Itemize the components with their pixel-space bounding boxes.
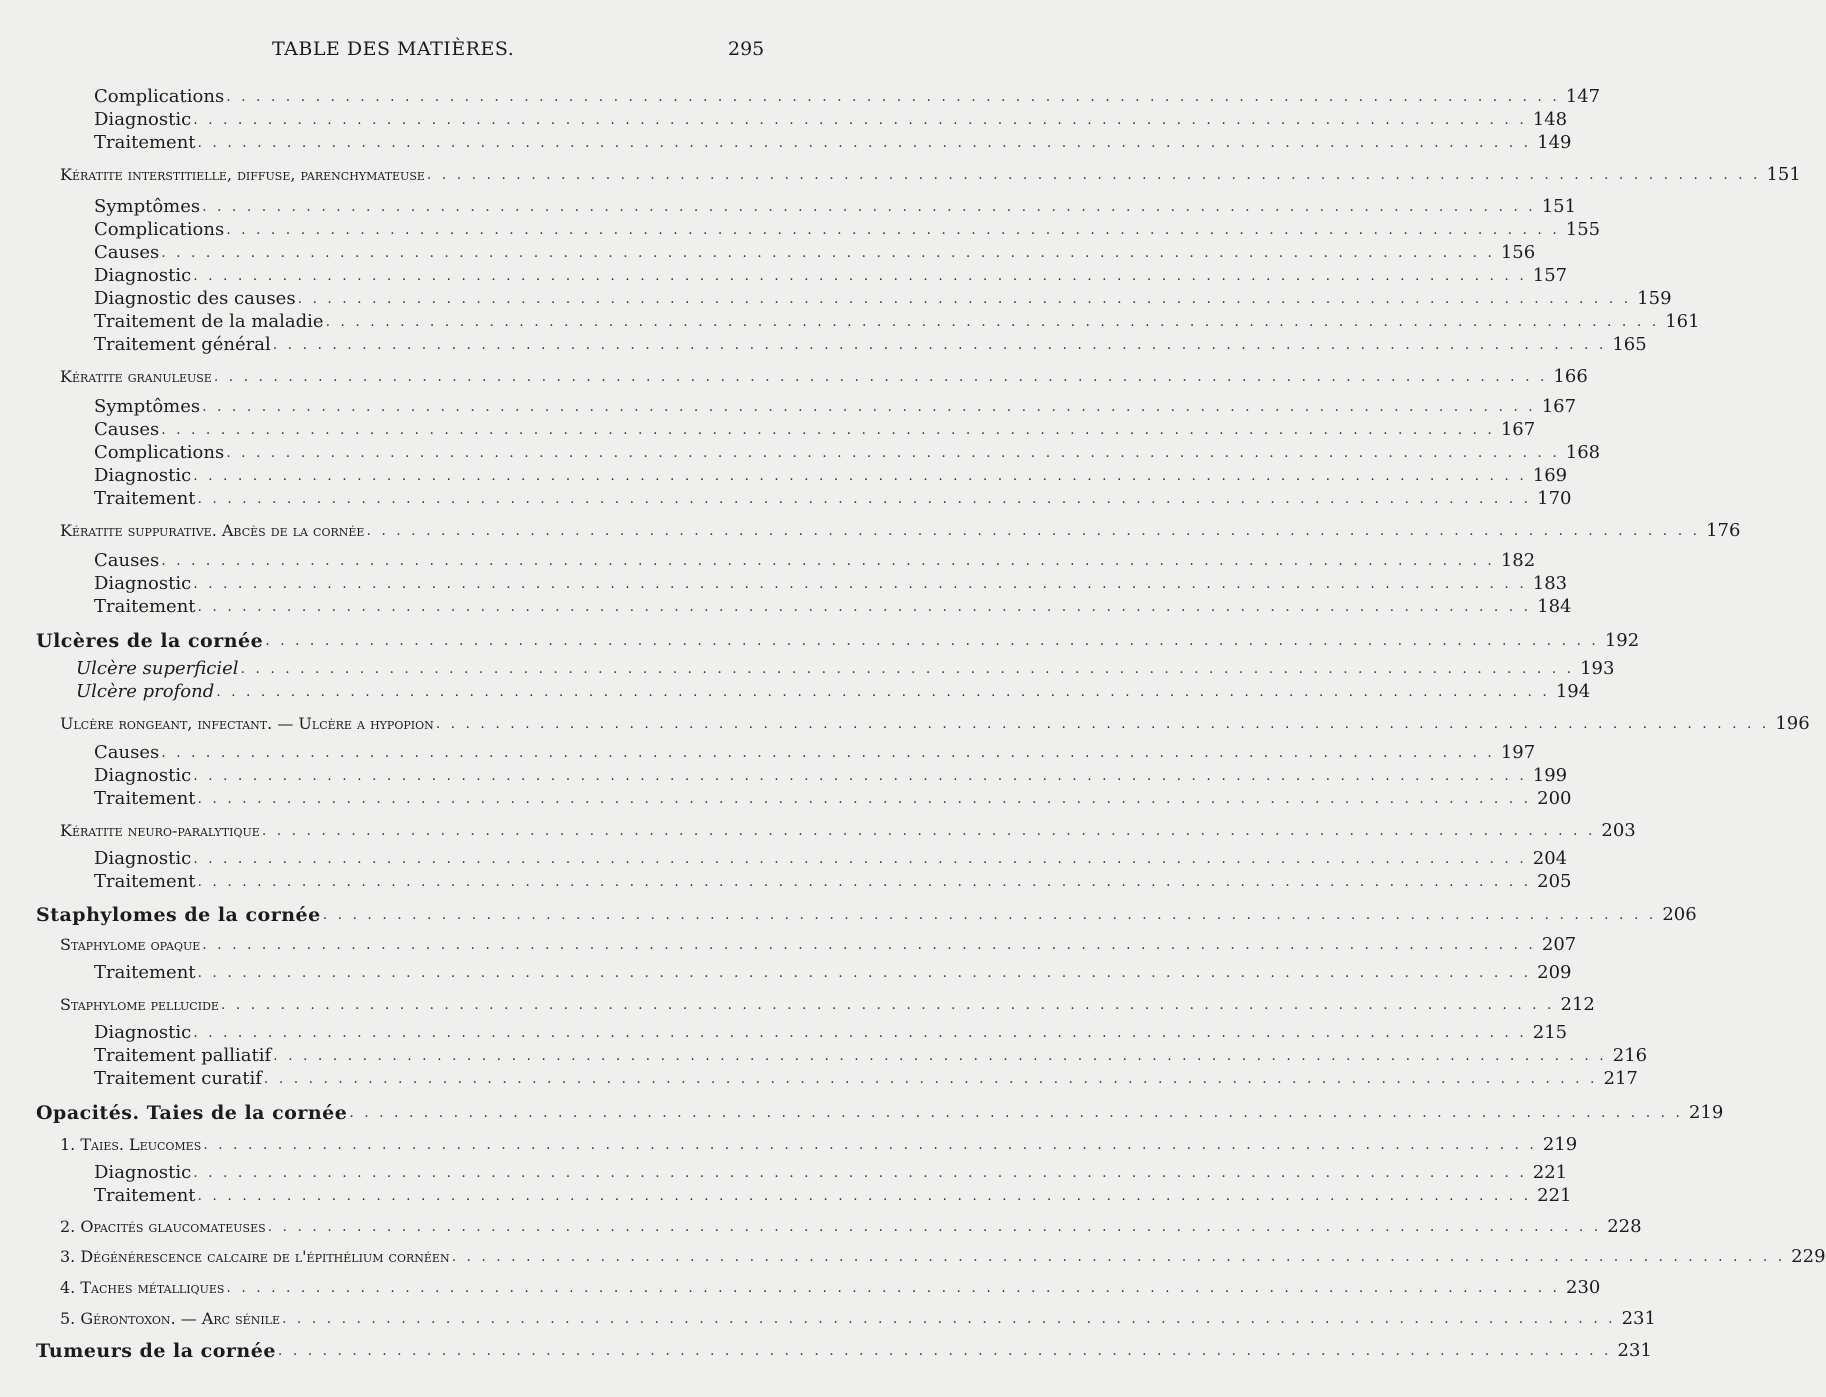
toc-entry-page: 209 xyxy=(1537,962,1572,983)
toc-entry-page: 221 xyxy=(1532,1162,1568,1183)
toc-entry-label: Kératite suppurative. Abcès de la cornée xyxy=(60,521,365,540)
toc-entry-label: Complications xyxy=(94,219,225,240)
toc-entry-page: 230 xyxy=(1566,1277,1601,1298)
toc-entry xyxy=(94,463,1568,487)
toc-entry xyxy=(94,869,1572,893)
leader-dots: . . . . . . . . . . . . . . . . . . . . . . . . . . . . . . . . . . . . . . . . . . . . . . . . . . . . . . . . . . . . . . . . . . . . . . . . . . . . . . . . . . . . . . . . . . xyxy=(349,1105,1683,1121)
toc-entry-page: 170 xyxy=(1537,488,1572,509)
leader-dots: . . . . . . . . . . . . . . . . . . . . . . . . . . . . . . . . . . . . . . . . . . . . . . . . . . . . . . . . . . . . . . . . . . . . . . . . . . . . . . . . . . . . . . . . . . xyxy=(193,768,1527,784)
leader-dots: . . . . . . . . . . . . . . . . . . . . . . . . . . . . . . . . . . . . . . . . . . . . . . . . . . . . . . . . . . . . . . . . . . . . . . . . . . . . . . . . . . . . . . . . . . xyxy=(265,633,1599,649)
toc-entry-page: 206 xyxy=(1662,904,1697,925)
toc-entry xyxy=(60,992,1595,1016)
toc-entry-label: Ulcère superficiel xyxy=(76,658,239,679)
toc-entry xyxy=(94,548,1536,572)
toc-entry-page: 205 xyxy=(1537,871,1572,892)
toc-entry-page: 229 xyxy=(1791,1246,1826,1267)
toc-entry-label: Traitement xyxy=(94,132,196,153)
toc-entry-page: 184 xyxy=(1537,596,1572,617)
leader-dots: . . . . . . . . . . . . . . . . . . . . . . . . . . . . . . . . . . . . . . . . . . . . . . . . . . . . . . . . . . . . . . . . . . . . . . . . . . . . . . . . . . . . . . . . . . xyxy=(435,716,1770,732)
toc-entry-label: Traitement xyxy=(94,1185,196,1206)
toc-entry-page: 203 xyxy=(1601,820,1636,841)
toc-entry-label: Tumeurs de la cornée xyxy=(36,1340,276,1362)
leader-dots: . . . . . . . . . . . . . . . . . . . . . . . . . . . . . . . . . . . . . . . . . . . . . . . . . . . . . . . . . . . . . . . . . . . . . . . . . . . . . . . . . . . . . . . . . . xyxy=(193,468,1527,484)
toc-entry-page: 166 xyxy=(1553,366,1588,387)
toc-entry-label: Diagnostic xyxy=(94,109,192,130)
toc-entry-page: 194 xyxy=(1555,681,1591,702)
leader-dots: . . . . . . . . . . . . . . . . . . . . . . . . . . . . . . . . . . . . . . . . . . . . . . . . . . . . . . . . . . . . . . . . . . . . . . . . . . . . . . . . . . . . . . . . . . xyxy=(426,167,1761,183)
toc-entry xyxy=(60,1244,1826,1268)
toc-entry-label: Staphylomes de la cornée xyxy=(36,904,321,926)
leader-dots: . . . . . . . . . . . . . . . . . . . . . . . . . . . . . . . . . . . . . . . . . . . . . . . . . . . . . . . . . . . . . . . . . . . . . . . . . . . . . . . . . . . . . . . . . . xyxy=(272,337,1607,353)
toc-entry xyxy=(76,679,1591,703)
toc-entry-page: 193 xyxy=(1580,658,1615,679)
toc-entry xyxy=(94,240,1536,264)
toc-entry xyxy=(94,846,1568,870)
toc-entry xyxy=(94,786,1572,810)
toc-entry xyxy=(94,1160,1568,1184)
leader-dots: . . . . . . . . . . . . . . . . . . . . . . . . . . . . . . . . . . . . . . . . . . . . . . . . . . . . . . . . . . . . . . . . . . . . . . . . . . . . . . . . . . . . . . . . . . xyxy=(193,851,1527,867)
toc-entry-page: 176 xyxy=(1706,520,1741,541)
toc-entry-label: Ulcères de la cornée xyxy=(36,630,264,652)
toc-entry-page: 231 xyxy=(1621,1308,1656,1329)
toc-entry-label: Symptômes xyxy=(94,396,201,417)
toc-entry-page: 168 xyxy=(1565,442,1601,463)
toc-entry-page: 156 xyxy=(1500,242,1536,263)
toc-entry xyxy=(94,486,1572,510)
toc-entry xyxy=(94,332,1647,356)
toc-entry-label: Traitement xyxy=(94,962,196,983)
leader-dots: . . . . . . . . . . . . . . . . . . . . . . . . . . . . . . . . . . . . . . . . . . . . . . . . . . . . . . . . . . . . . . . . . . . . . . . . . . . . . . . . . . . . . . . . . . xyxy=(197,965,1532,981)
toc-entry xyxy=(36,902,1697,926)
leader-dots: . . . . . . . . . . . . . . . . . . . . . . . . . . . . . . . . . . . . . . . . . . . . . . . . . . . . . . . . . . . . . . . . . . . . . . . . . . . . . . . . . . . . . . . . . . xyxy=(197,791,1532,807)
toc-entry xyxy=(94,1020,1568,1044)
leader-dots: . . . . . . . . . . . . . . . . . . . . . . . . . . . . . . . . . . . . . . . . . . . . . . . . . . . . . . . . . . . . . . . . . . . . . . . . . . . . . . . . . . . . . . . . . . xyxy=(197,1188,1532,1204)
leader-dots: . . . . . . . . . . . . . . . . . . . . . . . . . . . . . . . . . . . . . . . . . . . . . . . . . . . . . . . . . . . . . . . . . . . . . . . . . . . . . . . . . . . . . . . . . . xyxy=(193,112,1527,128)
toc-entry-label: Kératite neuro-paralytique xyxy=(60,821,260,840)
toc-entry-page: 212 xyxy=(1560,994,1595,1015)
toc-entry xyxy=(94,263,1568,287)
toc-entry xyxy=(94,1183,1572,1207)
toc-entry xyxy=(60,932,1577,956)
toc-entry-page: 183 xyxy=(1532,573,1568,594)
toc-entry-label: Causes xyxy=(94,419,160,440)
toc-entry xyxy=(60,162,1801,186)
leader-dots: . . . . . . . . . . . . . . . . . . . . . . . . . . . . . . . . . . . . . . . . . . . . . . . . . . . . . . . . . . . . . . . . . . . . . . . . . . . . . . . . . . . . . . . . . . xyxy=(161,745,1495,761)
leader-dots: . . . . . . . . . . . . . . . . . . . . . . . . . . . . . . . . . . . . . . . . . . . . . . . . . . . . . . . . . . . . . . . . . . . . . . . . . . . . . . . . . . . . . . . . . . xyxy=(161,422,1495,438)
toc-entry-page: 159 xyxy=(1637,288,1672,309)
toc-entry-label: 1. Taies. Leucomes xyxy=(60,1135,202,1154)
toc-entry-page: 167 xyxy=(1500,419,1536,440)
toc-entry xyxy=(36,1100,1724,1124)
toc-entry-page: 167 xyxy=(1541,396,1577,417)
toc-entry-page: 216 xyxy=(1612,1045,1648,1066)
toc-entry-page: 231 xyxy=(1617,1340,1652,1361)
leader-dots: . . . . . . . . . . . . . . . . . . . . . . . . . . . . . . . . . . . . . . . . . . . . . . . . . . . . . . . . . . . . . . . . . . . . . . . . . . . . . . . . . . . . . . . . . . xyxy=(202,937,1536,953)
leader-dots: . . . . . . . . . . . . . . . . . . . . . . . . . . . . . . . . . . . . . . . . . . . . . . . . . . . . . . . . . . . . . . . . . . . . . . . . . . . . . . . . . . . . . . . . . . xyxy=(203,1137,1537,1153)
toc-entry-label: Traitement xyxy=(94,596,196,617)
leader-dots: . . . . . . . . . . . . . . . . . . . . . . . . . . . . . . . . . . . . . . . . . . . . . . . . . . . . . . . . . . . . . . . . . . . . . . . . . . . . . . . . . . . . . . . . . . xyxy=(451,1249,1786,1265)
toc-entry-label: Traitement palliatif xyxy=(94,1045,272,1066)
toc-entry-page: 217 xyxy=(1603,1068,1638,1089)
leader-dots: . . . . . . . . . . . . . . . . . . . . . . . . . . . . . . . . . . . . . . . . . . . . . . . . . . . . . . . . . . . . . . . . . . . . . . . . . . . . . . . . . . . . . . . . . . xyxy=(263,1071,1598,1087)
toc-entry-page: 147 xyxy=(1565,86,1601,107)
leader-dots: . . . . . . . . . . . . . . . . . . . . . . . . . . . . . . . . . . . . . . . . . . . . . . . . . . . . . . . . . . . . . . . . . . . . . . . . . . . . . . . . . . . . . . . . . . xyxy=(226,1280,1561,1296)
leader-dots: . . . . . . . . . . . . . . . . . . . . . . . . . . . . . . . . . . . . . . . . . . . . . . . . . . . . . . . . . . . . . . . . . . . . . . . . . . . . . . . . . . . . . . . . . . xyxy=(297,291,1632,307)
leader-dots: . . . . . . . . . . . . . . . . . . . . . . . . . . . . . . . . . . . . . . . . . . . . . . . . . . . . . . . . . . . . . . . . . . . . . . . . . . . . . . . . . . . . . . . . . . xyxy=(277,1343,1612,1359)
toc-entry-label: 4. Taches métalliques xyxy=(60,1278,225,1297)
leader-dots: . . . . . . . . . . . . . . . . . . . . . . . . . . . . . . . . . . . . . . . . . . . . . . . . . . . . . . . . . . . . . . . . . . . . . . . . . . . . . . . . . . . . . . . . . . xyxy=(226,89,1560,105)
toc-entry xyxy=(36,628,1640,652)
toc-entry-label: Diagnostic xyxy=(94,1162,192,1183)
toc-entry-page: 182 xyxy=(1500,550,1536,571)
leader-dots: . . . . . . . . . . . . . . . . . . . . . . . . . . . . . . . . . . . . . . . . . . . . . . . . . . . . . . . . . . . . . . . . . . . . . . . . . . . . . . . . . . . . . . . . . . xyxy=(161,245,1495,261)
toc-entry-label: Diagnostic xyxy=(94,465,192,486)
page-title: TABLE DES MATIÈRES. xyxy=(272,38,515,60)
toc-entry xyxy=(94,594,1572,618)
toc-entry xyxy=(94,217,1601,241)
toc-entry-label: Diagnostic xyxy=(94,265,192,286)
leader-dots: . . . . . . . . . . . . . . . . . . . . . . . . . . . . . . . . . . . . . . . . . . . . . . . . . . . . . . . . . . . . . . . . . . . . . . . . . . . . . . . . . . . . . . . . . . xyxy=(261,823,1596,839)
toc-entry-page: 196 xyxy=(1775,713,1810,734)
toc-entry-page: 228 xyxy=(1607,1216,1642,1237)
toc-entry xyxy=(94,84,1601,108)
toc-entry-label: Kératite interstitielle, diffuse, parenchymateuse xyxy=(60,165,425,184)
toc-entry-page: 155 xyxy=(1565,219,1601,240)
toc-entry-label: Causes xyxy=(94,550,160,571)
leader-dots: . . . . . . . . . . . . . . . . . . . . . . . . . . . . . . . . . . . . . . . . . . . . . . . . . . . . . . . . . . . . . . . . . . . . . . . . . . . . . . . . . . . . . . . . . . xyxy=(220,997,1555,1013)
toc-entry-label: Staphylome pellucide xyxy=(60,995,219,1014)
toc-entry xyxy=(94,1043,1648,1067)
leader-dots: . . . . . . . . . . . . . . . . . . . . . . . . . . . . . . . . . . . . . . . . . . . . . . . . . . . . . . . . . . . . . . . . . . . . . . . . . . . . . . . . . . . . . . . . . . xyxy=(202,399,1536,415)
leader-dots: . . . . . . . . . . . . . . . . . . . . . . . . . . . . . . . . . . . . . . . . . . . . . . . . . . . . . . . . . . . . . . . . . . . . . . . . . . . . . . . . . . . . . . . . . . xyxy=(197,135,1532,151)
toc-entry-label: Traitement général xyxy=(94,334,271,355)
leader-dots: . . . . . . . . . . . . . . . . . . . . . . . . . . . . . . . . . . . . . . . . . . . . . . . . . . . . . . . . . . . . . . . . . . . . . . . . . . . . . . . . . . . . . . . . . . xyxy=(193,1025,1527,1041)
toc-entry-label: 5. Gérontoxon. — Arc sénile xyxy=(60,1309,280,1328)
toc-entry-page: 197 xyxy=(1500,742,1536,763)
leader-dots: . . . . . . . . . . . . . . . . . . . . . . . . . . . . . . . . . . . . . . . . . . . . . . . . . . . . . . . . . . . . . . . . . . . . . . . . . . . . . . . . . . . . . . . . . . xyxy=(193,268,1527,284)
toc-entry-page: 148 xyxy=(1532,109,1568,130)
toc-entry-label: Diagnostic xyxy=(94,1022,192,1043)
page-header xyxy=(0,38,800,68)
leader-dots: . . . . . . . . . . . . . . . . . . . . . . . . . . . . . . . . . . . . . . . . . . . . . . . . . . . . . . . . . . . . . . . . . . . . . . . . . . . . . . . . . . . . . . . . . . xyxy=(325,314,1660,330)
toc-entry xyxy=(60,818,1636,842)
toc-entry xyxy=(94,960,1572,984)
leader-dots: . . . . . . . . . . . . . . . . . . . . . . . . . . . . . . . . . . . . . . . . . . . . . . . . . . . . . . . . . . . . . . . . . . . . . . . . . . . . . . . . . . . . . . . . . . xyxy=(213,369,1548,385)
toc-entry-page: 199 xyxy=(1532,765,1568,786)
leader-dots: . . . . . . . . . . . . . . . . . . . . . . . . . . . . . . . . . . . . . . . . . . . . . . . . . . . . . . . . . . . . . . . . . . . . . . . . . . . . . . . . . . . . . . . . . . xyxy=(193,1165,1527,1181)
toc-entry-page: 157 xyxy=(1532,265,1568,286)
toc-entry-label: Complications xyxy=(94,442,225,463)
toc-entry-label: Staphylome opaque xyxy=(60,935,201,954)
leader-dots: . . . . . . . . . . . . . . . . . . . . . . . . . . . . . . . . . . . . . . . . . . . . . . . . . . . . . . . . . . . . . . . . . . . . . . . . . . . . . . . . . . . . . . . . . . xyxy=(216,684,1550,700)
toc-entry xyxy=(94,740,1536,764)
toc-entry-label: Ulcère rongeant, infectant. — Ulcère a hypopion xyxy=(60,714,434,733)
toc-entry-label: 2. Opacités glaucomateuses xyxy=(60,1217,266,1236)
toc-entry-label: Ulcère profond xyxy=(76,681,215,702)
leader-dots: . . . . . . . . . . . . . . . . . . . . . . . . . . . . . . . . . . . . . . . . . . . . . . . . . . . . . . . . . . . . . . . . . . . . . . . . . . . . . . . . . . . . . . . . . . xyxy=(197,599,1532,615)
toc-entry-label: Causes xyxy=(94,742,160,763)
leader-dots: . . . . . . . . . . . . . . . . . . . . . . . . . . . . . . . . . . . . . . . . . . . . . . . . . . . . . . . . . . . . . . . . . . . . . . . . . . . . . . . . . . . . . . . . . . xyxy=(282,1311,1616,1327)
toc-entry xyxy=(60,711,1810,735)
toc-entry xyxy=(60,518,1741,542)
toc-entry xyxy=(94,571,1568,595)
toc-entry-label: Causes xyxy=(94,242,160,263)
toc-entry xyxy=(60,1132,1578,1156)
toc-entry xyxy=(60,1214,1642,1238)
toc-entry-label: Traitement de la maladie xyxy=(94,311,324,332)
toc-entry xyxy=(94,194,1577,218)
toc-entry-page: 219 xyxy=(1542,1134,1578,1155)
toc-entry xyxy=(94,440,1601,464)
toc-entry-page: 192 xyxy=(1604,630,1640,651)
leader-dots: . . . . . . . . . . . . . . . . . . . . . . . . . . . . . . . . . . . . . . . . . . . . . . . . . . . . . . . . . . . . . . . . . . . . . . . . . . . . . . . . . . . . . . . . . . xyxy=(193,576,1527,592)
leader-dots: . . . . . . . . . . . . . . . . . . . . . . . . . . . . . . . . . . . . . . . . . . . . . . . . . . . . . . . . . . . . . . . . . . . . . . . . . . . . . . . . . . . . . . . . . . xyxy=(366,523,1701,539)
toc-entry-label: Diagnostic xyxy=(94,848,192,869)
toc-entry xyxy=(60,364,1588,388)
leader-dots: . . . . . . . . . . . . . . . . . . . . . . . . . . . . . . . . . . . . . . . . . . . . . . . . . . . . . . . . . . . . . . . . . . . . . . . . . . . . . . . . . . . . . . . . . . xyxy=(202,199,1536,215)
toc-entry-label: Traitement curatif xyxy=(94,1068,262,1089)
toc-entry-page: 200 xyxy=(1537,788,1572,809)
toc-entry-page: 207 xyxy=(1541,934,1577,955)
toc-entry-label: Opacités. Taies de la cornée xyxy=(36,1102,348,1124)
toc-entry xyxy=(94,763,1568,787)
toc-entry xyxy=(94,1066,1638,1090)
toc-entry xyxy=(94,107,1568,131)
toc-entry-page: 215 xyxy=(1532,1022,1568,1043)
toc-entry xyxy=(36,1338,1652,1362)
toc-entry-page: 151 xyxy=(1766,164,1801,185)
toc-entry xyxy=(60,1306,1656,1330)
toc-entry-page: 161 xyxy=(1665,311,1700,332)
toc-entry xyxy=(94,394,1577,418)
leader-dots: . . . . . . . . . . . . . . . . . . . . . . . . . . . . . . . . . . . . . . . . . . . . . . . . . . . . . . . . . . . . . . . . . . . . . . . . . . . . . . . . . . . . . . . . . . xyxy=(322,907,1657,923)
toc-entry xyxy=(94,286,1672,310)
toc-entry xyxy=(60,1275,1601,1299)
leader-dots: . . . . . . . . . . . . . . . . . . . . . . . . . . . . . . . . . . . . . . . . . . . . . . . . . . . . . . . . . . . . . . . . . . . . . . . . . . . . . . . . . . . . . . . . . . xyxy=(240,661,1575,677)
toc-entry xyxy=(94,309,1700,333)
toc-entry-page: 149 xyxy=(1537,132,1572,153)
toc-entry xyxy=(94,130,1572,154)
leader-dots: . . . . . . . . . . . . . . . . . . . . . . . . . . . . . . . . . . . . . . . . . . . . . . . . . . . . . . . . . . . . . . . . . . . . . . . . . . . . . . . . . . . . . . . . . . xyxy=(226,445,1560,461)
toc-entry-page: 219 xyxy=(1688,1102,1724,1123)
toc-entry-label: Complications xyxy=(94,86,225,107)
toc-entry-label: Diagnostic xyxy=(94,573,192,594)
toc-entry-page: 169 xyxy=(1532,465,1568,486)
page-number: 295 xyxy=(728,38,765,60)
toc-entry xyxy=(94,417,1536,441)
toc-entry-label: 3. Dégénérescence calcaire de l'épithélium cornéen xyxy=(60,1247,450,1266)
leader-dots: . . . . . . . . . . . . . . . . . . . . . . . . . . . . . . . . . . . . . . . . . . . . . . . . . . . . . . . . . . . . . . . . . . . . . . . . . . . . . . . . . . . . . . . . . . xyxy=(273,1048,1607,1064)
leader-dots: . . . . . . . . . . . . . . . . . . . . . . . . . . . . . . . . . . . . . . . . . . . . . . . . . . . . . . . . . . . . . . . . . . . . . . . . . . . . . . . . . . . . . . . . . . xyxy=(161,553,1495,569)
toc-entry-page: 221 xyxy=(1537,1185,1572,1206)
toc-entry-label: Kératite granuleuse xyxy=(60,367,212,386)
toc-entry-label: Diagnostic des causes xyxy=(94,288,296,309)
leader-dots: . . . . . . . . . . . . . . . . . . . . . . . . . . . . . . . . . . . . . . . . . . . . . . . . . . . . . . . . . . . . . . . . . . . . . . . . . . . . . . . . . . . . . . . . . . xyxy=(267,1219,1602,1235)
toc-entry-label: Traitement xyxy=(94,788,196,809)
toc-entry-label: Traitement xyxy=(94,871,196,892)
toc-entry-page: 204 xyxy=(1532,848,1568,869)
toc-entry-label: Symptômes xyxy=(94,196,201,217)
toc-entry-page: 165 xyxy=(1612,334,1647,355)
leader-dots: . . . . . . . . . . . . . . . . . . . . . . . . . . . . . . . . . . . . . . . . . . . . . . . . . . . . . . . . . . . . . . . . . . . . . . . . . . . . . . . . . . . . . . . . . . xyxy=(197,874,1532,890)
toc-entry-label: Diagnostic xyxy=(94,765,192,786)
leader-dots: . . . . . . . . . . . . . . . . . . . . . . . . . . . . . . . . . . . . . . . . . . . . . . . . . . . . . . . . . . . . . . . . . . . . . . . . . . . . . . . . . . . . . . . . . . xyxy=(197,491,1532,507)
toc-entry-page: 151 xyxy=(1541,196,1577,217)
leader-dots: . . . . . . . . . . . . . . . . . . . . . . . . . . . . . . . . . . . . . . . . . . . . . . . . . . . . . . . . . . . . . . . . . . . . . . . . . . . . . . . . . . . . . . . . . . xyxy=(226,222,1560,238)
toc-entry-label: Traitement xyxy=(94,488,196,509)
toc-entry xyxy=(76,656,1615,680)
